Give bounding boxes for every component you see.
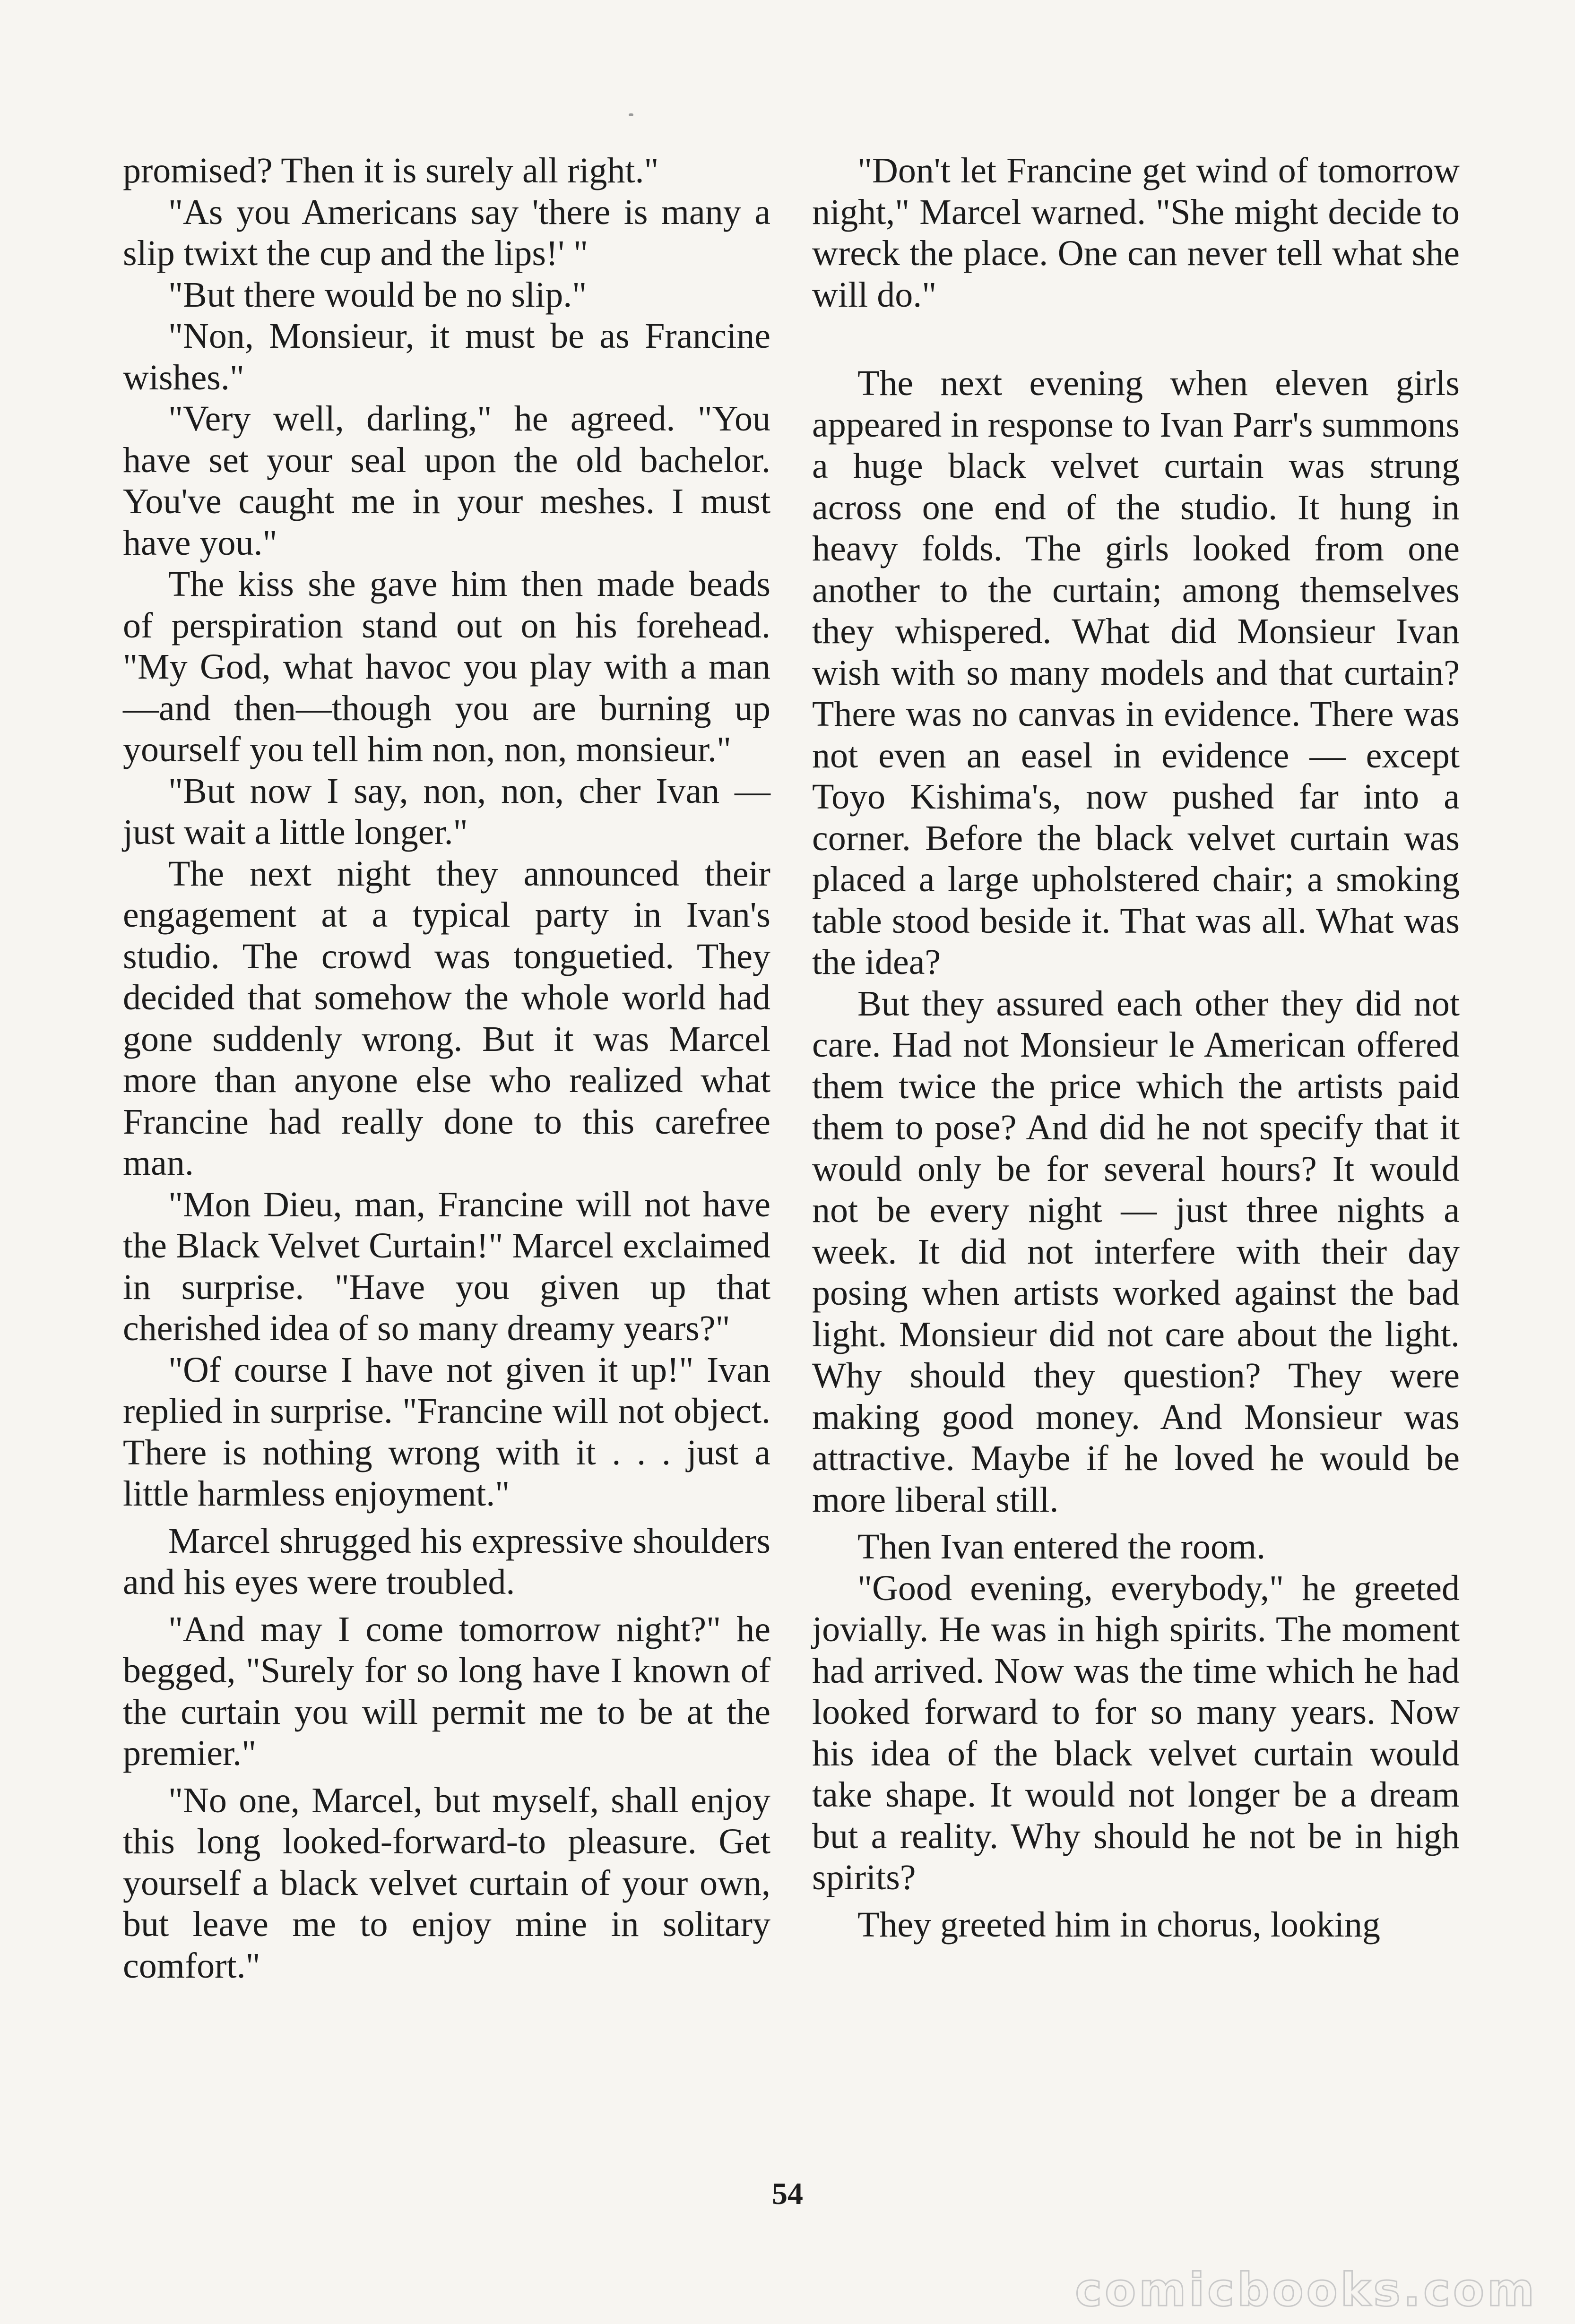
print-speck (629, 113, 633, 116)
paragraph: "No one, Marcel, but myself, shall enjoy this long looked-forward-to pleasure. Get yourself a black velvet curtain of your own, but leave me to enjoy mine in solitary comfort." (123, 1780, 770, 1986)
paragraph: The kiss she gave him then made beads of perspiration stand out on his forehead. "My God, what havoc you play with a man—and then—though you are burning up yourself you tell him non, non, monsieur." (123, 564, 770, 769)
paragraph: "Don't let Francine get wind of tomorrow night," Marcel warned. "She might decide to wreck the place. One can never tell what she will do." (812, 151, 1460, 315)
watermark-logo: comicbooks.com (1075, 2264, 1537, 2316)
paragraph: "And may I come tomorrow night?" he begged, "Surely for so long have I known of the curtain you will permit me to be at the premier." (123, 1609, 770, 1773)
paragraph: Then Ivan entered the room. (857, 1527, 1266, 1567)
paragraph: "But there would be no slip." (168, 275, 587, 315)
page-number: 54 (772, 2177, 803, 2211)
paragraph: "But now I say, non, non, cher Ivan — just wait a little longer." (123, 771, 770, 852)
paragraph: Marcel shrugged his expressive shoulders and his eyes were troubled. (123, 1521, 770, 1602)
paragraph: promised? Then it is surely all right." (123, 151, 659, 190)
paragraph: "Very well, darling," he agreed. "You have set your seal upon the old bachelor. You've caught me in your meshes. I must have you." (123, 399, 770, 563)
paragraph: They greeted him in chorus, looking (857, 1904, 1380, 1945)
paragraph: "As you Americans say 'there is many a slip twixt the cup and the lips!' " (123, 192, 770, 273)
left-text-column (123, 150, 770, 1987)
paragraph: The next night they announced their engagement at a typical party in Ivan's studio. The crowd was tonguetied. They decided that somehow the whole world had gone suddenly wrong. But it was Marcel more than anyone else who realized what Francine had really done to this carefree man. (123, 853, 770, 1183)
paragraph: "Of course I have not given it up!" Ivan replied in surprise. "Francine will not object. There is nothing wrong with it . . . just a little harmless enjoyment." (123, 1350, 770, 1514)
paragraph: "Non, Monsieur, it must be as Francine wishes." (123, 316, 770, 397)
right-text-column (812, 150, 1460, 1945)
paragraph: The next evening when eleven girls appeared in response to Ivan Parr's summons a huge black velvet curtain was strung across one end of the studio. It hung in heavy folds. The girls looked from one another to the curtain; among themselves they whispered. What did Monsieur Ivan wish with so many models and that curtain? There was no canvas in evidence. There was not even an easel in evidence — except Toyo Kishima's, now pushed far into a corner. Before the black velvet curtain was placed a large upholstered chair; a smoking table stood beside it. That was all. What was the idea? (812, 363, 1460, 982)
paragraph: "Good evening, everybody," he greeted jovially. He was in high spirits. The moment had arrived. Now was the time which he had looked forward to for so many years. Now his idea of the black velvet curtain would take shape. It would not longer be a dream but a reality. Why should he not be in high spirits? (812, 1568, 1460, 1897)
paragraph: But they assured each other they did not care. Had not Monsieur le American offered them twice the price which the artists paid them to pose? And did he not specify that it would only be for several hours? It would not be every night — just three nights a week. It did not interfere with their day posing when artists worked against the bad light. Monsieur did not care about the light. Why should they question? They were making good money. And Monsieur was attractive. Maybe if he loved he would be more liberal still. (812, 983, 1460, 1520)
paragraph: "Mon Dieu, man, Francine will not have the Black Velvet Curtain!" Marcel exclaimed in surprise. "Have you given up that cherished idea of so many dreamy years?" (123, 1184, 770, 1348)
